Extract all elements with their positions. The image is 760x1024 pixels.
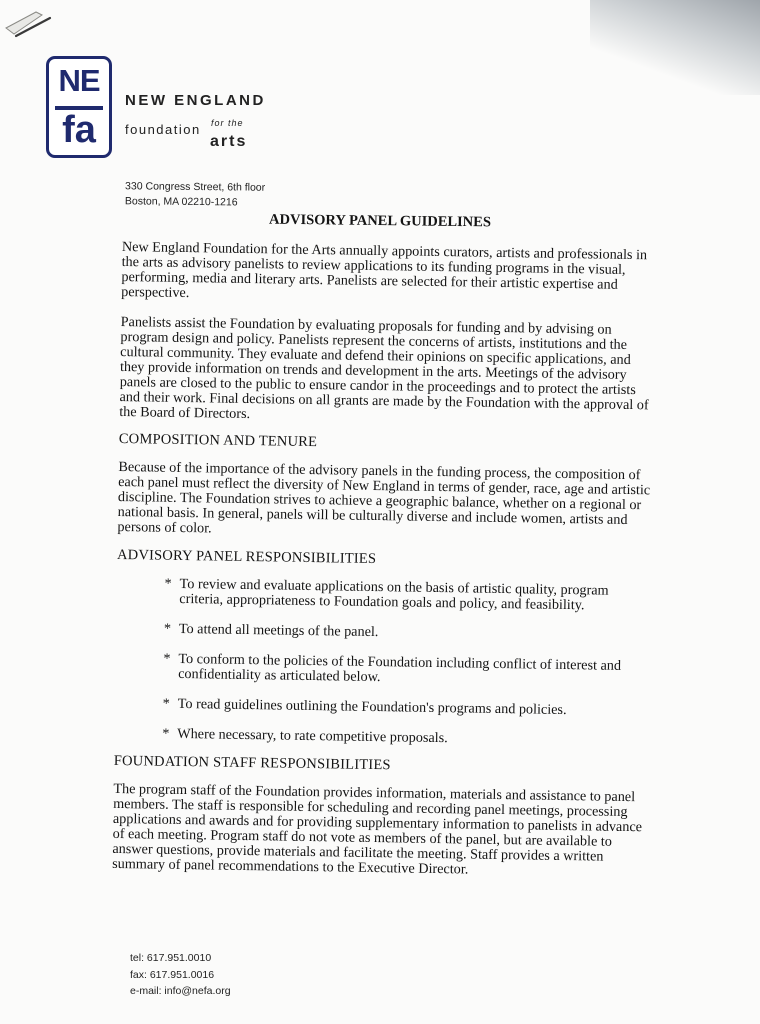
intro-paragraph-2: Panelists assist the Foundation by evaluating proposals for funding and by advising on program design and policy. Panelists represent the concerns of artists, institutions and the cultural community. They evaluate and defend their opinions on specific applications, and they provide information on trends and development in the arts. Meetings of the advisory panels are closed to the public to ensure candor in the proceedings and to protect the artists and their work. Final decisions on all grants are made by the Foundation with the approval of the Board of Directors. <box>119 313 649 423</box>
contact-tel: tel: 617.951.0010 <box>130 952 212 964</box>
document-title: ADVISORY PANEL GUIDELINES <box>268 211 492 231</box>
org-for-the: for the <box>211 118 244 128</box>
list-item-text: To conform to the policies of the Foundation including conflict of interest and confidentiality as articulated below. <box>178 650 622 686</box>
list-item <box>164 622 654 645</box>
org-name: NEW ENGLAND <box>125 92 266 109</box>
list-item <box>163 697 653 720</box>
list-item <box>162 727 652 750</box>
composition-paragraph: Because of the importance of the advisory panels in the funding process, the composition of each panel must reflect the diversity of New England in terms of gender, race, age and artistic discipline. The Foundation strives to achieve a geographic balance, whether on a regional or national basis. In general, panels will be culturally diverse and include women, artists and persons of color. <box>117 458 651 537</box>
document-body <box>112 240 660 880</box>
org-foundation: foundation <box>125 122 201 137</box>
bullet-marker: * <box>162 695 170 712</box>
list-item-text: To read guidelines outlining the Foundation's programs and policies. <box>177 695 567 719</box>
composition-heading: COMPOSITION AND TENURE <box>118 430 318 451</box>
address-line-1: 330 Congress Street, 6th floor <box>125 180 266 194</box>
contact-info <box>130 950 231 1000</box>
bullet-marker: * <box>163 650 171 667</box>
bullet-marker: * <box>164 575 172 592</box>
contact-fax: fax: 617.951.0016 <box>130 968 215 981</box>
logo-text-top: NE <box>58 63 100 98</box>
bullet-marker: * <box>163 620 172 637</box>
list-item-text: To review and evaluate applications on the basis of artistic quality, program criteria, appropriateness to Foundation goals and policy, and feasibility. <box>179 575 609 614</box>
contact-email: e-mail: info@nefa.org <box>130 985 231 997</box>
letterhead-address <box>125 179 265 210</box>
scanned-page-corner-shadow <box>590 0 760 95</box>
list-item <box>163 652 653 690</box>
intro-paragraph-1: New England Foundation for the Arts annually appoints curators, artists and professionals in the arts as advisory panelists to review applications to its funding programs in the visual, performing, media and literary arts. Panelists are selected for their artistic expertise and perspective. <box>121 239 648 302</box>
org-arts: arts <box>210 133 248 150</box>
staff-paragraph: The program staff of the Foundation provides information, materials and assistance to panel members. The staff is responsible for scheduling and recording panel meetings, processing applications and awards and for providing supplementary information to panelists in advance of each meeting. Program staff do not vote as members of the panel, but are available to answer questions, provide materials and facilitate the meeting. Staff provides a written summary of panel recommendations to the Executive Director. <box>112 780 643 878</box>
staff-heading: FOUNDATION STAFF RESPONSIBILITIES <box>113 752 391 774</box>
list-item <box>164 577 654 615</box>
address-line-2: Boston, MA 02210-1216 <box>124 195 238 209</box>
responsibilities-heading: ADVISORY PANEL RESPONSIBILITIES <box>116 546 377 568</box>
list-item-text: To attend all meetings of the panel. <box>178 620 379 641</box>
responsibilities-list <box>114 576 655 749</box>
staple-icon <box>2 6 54 42</box>
nefa-logo <box>46 56 112 158</box>
logo-text-bottom: fa <box>62 109 96 151</box>
bullet-marker: * <box>162 725 170 742</box>
list-item-text: Where necessary, to rate competitive proposals. <box>177 725 448 747</box>
